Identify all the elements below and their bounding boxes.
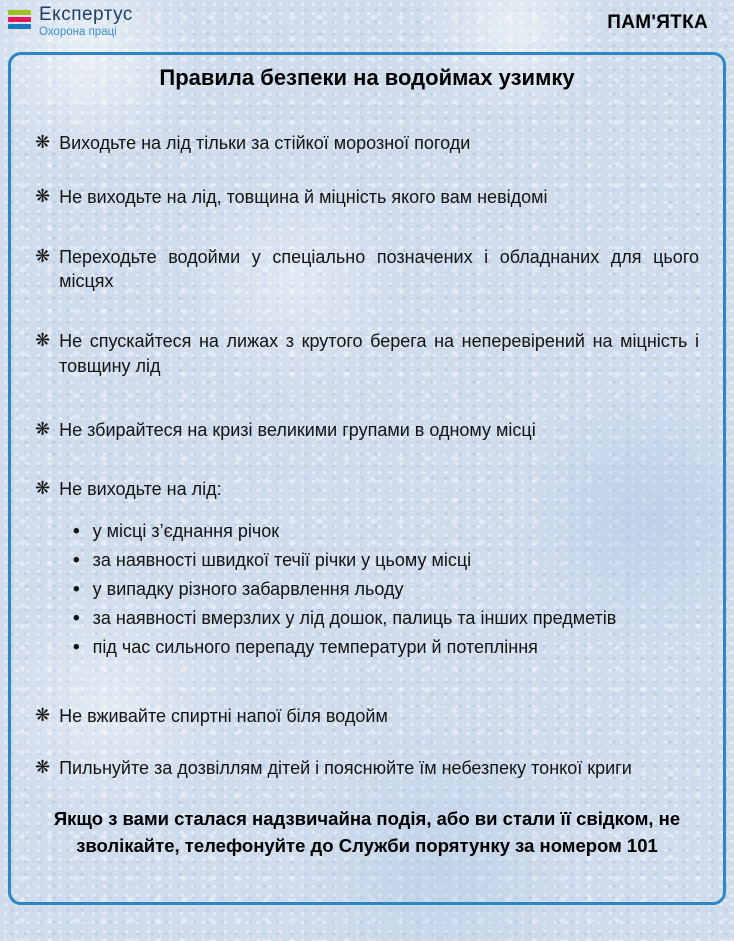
rule-item <box>35 131 699 155</box>
rule-item <box>35 245 699 293</box>
bullet-icon: • <box>73 549 80 571</box>
brand-logo-icon <box>8 10 31 29</box>
sub-rule-item <box>73 633 699 662</box>
rule-text: Переходьте водойми у спеціально позначених і обладнаних для цього місцях <box>59 247 699 292</box>
rule-text: Пильнуйте за дозвіллям дітей і пояснюйте їм небезпеку тонкої криги <box>59 757 632 778</box>
logo-bar-red-icon <box>8 17 31 22</box>
brand-logo <box>8 5 133 38</box>
logo-bar-green-icon <box>8 10 31 15</box>
snowflake-icon: ❋ <box>35 418 51 440</box>
brand-text <box>39 5 133 38</box>
rule-item <box>35 756 699 780</box>
sub-rule-item <box>73 575 699 604</box>
snowflake-icon: ❋ <box>35 132 51 153</box>
safety-card <box>8 52 726 905</box>
header <box>0 0 734 50</box>
brand-name: Експертус <box>39 4 133 25</box>
logo-bar-blue-icon <box>8 24 31 29</box>
snowflake-icon: ❋ <box>35 330 51 352</box>
rule-item <box>35 704 699 728</box>
bullet-icon: • <box>73 578 80 600</box>
rules-list <box>35 131 699 780</box>
snowflake-icon: ❋ <box>35 477 51 499</box>
snowflake-icon: ❋ <box>35 756 51 778</box>
rule-item <box>35 185 699 209</box>
sub-rule-text: під час сильного перепаду температури й потепління <box>92 636 538 657</box>
bullet-icon: • <box>73 636 80 658</box>
brand-subtitle: Охорона праці <box>39 25 117 38</box>
rule-text: Не збирайтеся на кризі великими групами в одному місці <box>59 419 536 440</box>
sub-rule-text: у місці з’єднання річок <box>92 520 280 541</box>
rule-text: Не спускайтеся на лижах з крутого берега на неперевірений на міцність і товщину лід <box>59 331 699 376</box>
snowflake-icon: ❋ <box>35 704 51 726</box>
rule-item <box>35 477 699 501</box>
sub-rule-text: у випадку різного забарвлення льоду <box>92 578 404 599</box>
sub-rule-text: за наявності швидкої течії річки у цьому місці <box>92 549 472 570</box>
rule-item <box>35 418 699 442</box>
emergency-note: Якщо з вами сталася надзвичайна подія, або ви стали її свідком, не зволікайте, телефонуйте до Служби порятунку за номером 101 <box>53 808 681 856</box>
rule-text: Не виходьте на лід: <box>59 478 222 499</box>
sub-rule-item <box>73 517 699 546</box>
snowflake-icon: ❋ <box>35 186 51 208</box>
rule-item <box>35 329 699 377</box>
sub-rule-item <box>73 546 699 575</box>
snowflake-icon: ❋ <box>35 246 51 268</box>
page-title: Правила безпеки на водоймах узимку <box>159 65 575 90</box>
bullet-icon: • <box>73 520 80 542</box>
sub-rule-item <box>73 604 699 633</box>
bullet-icon: • <box>73 607 80 629</box>
memo-label: ПАМ'ЯТКА <box>607 12 708 33</box>
rule-text: Не вживайте спиртні напої біля водойм <box>59 705 388 726</box>
sub-rule-text: за наявності вмерзлих у лід дошок, палиць та інших предметів <box>92 607 617 628</box>
rule-text: Виходьте на лід тільки за стійкої морозної погоди <box>59 133 471 153</box>
rule-text: Не виходьте на лід, товщина й міцність якого вам невідомі <box>59 187 548 208</box>
sub-rules-list <box>73 517 699 662</box>
